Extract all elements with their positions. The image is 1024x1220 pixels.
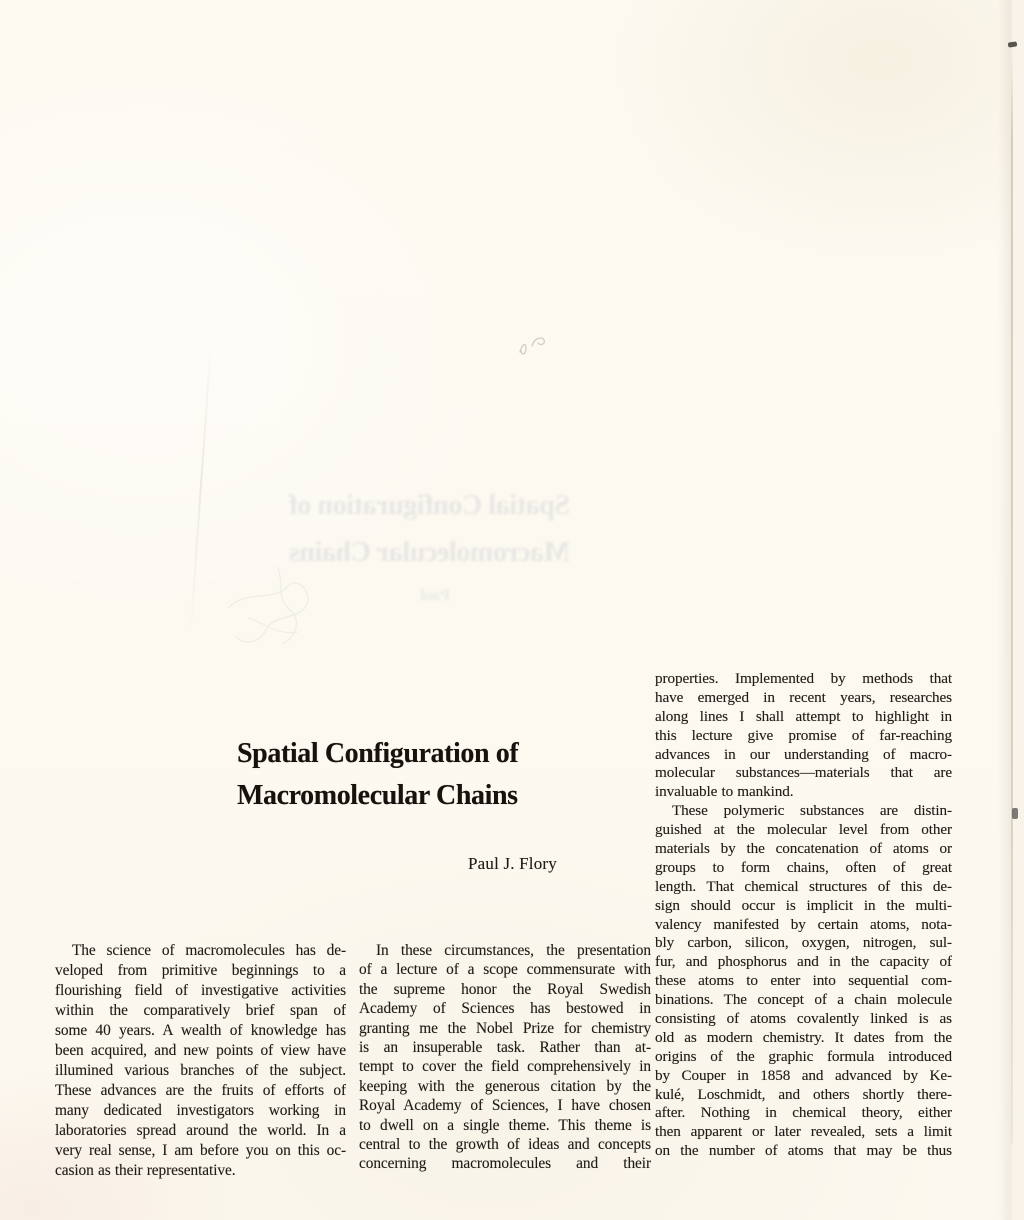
text-line: some 40 years. A wealth of knowledge has [55, 1022, 346, 1039]
text-line: casion as their representative. [55, 1162, 236, 1179]
text-column-right [655, 670, 952, 1161]
text-line: sign should occur is implicit in the multi- [655, 896, 952, 914]
text-line: materials by the concatenation of atoms or [655, 840, 952, 858]
text-line: within the comparatively brief span of [55, 1002, 346, 1019]
paper-crease [190, 335, 212, 634]
text-line: properties. Implemented by methods that [655, 670, 952, 687]
text-line: molecular substances—materials that are [655, 764, 952, 782]
text-column-left [55, 941, 346, 1181]
text-line: Royal Academy of Sciences, I have chosen [359, 1097, 651, 1115]
text-line: Academy of Sciences has bestowed in [359, 1000, 651, 1018]
text-line: along lines I shall attempt to highlight in [655, 707, 952, 725]
text-line: guished at the molecular level from other [655, 821, 952, 839]
text-line: many dedicated investigators working in [55, 1102, 346, 1119]
text-line: illumined various branches of the subject. [55, 1062, 346, 1079]
ghost-author-fragment: Paul [420, 587, 450, 604]
text-line: granting me the Nobel Prize for chemistry [359, 1019, 651, 1037]
text-line: These advances are the fruits of efforts of [55, 1082, 346, 1099]
text-line: length. That chemical structures of this de- [655, 877, 952, 895]
pencil-mark [512, 330, 560, 360]
article-title [237, 733, 559, 817]
text-line: invaluable to mankind. [655, 783, 794, 801]
text-line: flourishing field of investigative activities [55, 982, 346, 999]
text-column-middle [359, 941, 651, 1174]
text-line: groups to form chains, often of great [655, 858, 952, 876]
article-title-line2: Macromolecular Chains [237, 780, 518, 811]
text-line: the supreme honor the Royal Swedish [359, 980, 651, 998]
text-line: very real sense, I am before you on this oc- [55, 1142, 346, 1159]
edge-ink-tick-mid [1012, 808, 1018, 819]
text-line: kulé, Loschmidt, and others shortly there- [655, 1085, 952, 1103]
text-line: bly carbon, silicon, oxygen, nitrogen, sul- [655, 934, 952, 952]
text-line: these atoms to enter into sequential com- [655, 972, 952, 990]
text-line: is an insuperable task. Rather than at- [359, 1038, 651, 1056]
text-line: have emerged in recent years, researches [655, 688, 952, 706]
text-line: valency manifested by certain atoms, nota- [655, 915, 952, 933]
text-line: been acquired, and new points of view have [55, 1042, 346, 1059]
text-line: of a lecture of a scope commensurate with [359, 961, 651, 979]
article-title-line1: Spatial Configuration of [237, 738, 519, 769]
text-line: after. Nothing in chemical theory, either [655, 1104, 952, 1122]
text-line: origins of the graphic formula introduced [655, 1047, 952, 1065]
text-line: on the number of atoms that may be thus [655, 1142, 952, 1160]
text-line: The science of macromolecules has de- [72, 942, 346, 959]
text-line: concerning macromolecules and their [359, 1155, 651, 1173]
text-line: tempt to cover the field comprehensively in [359, 1058, 651, 1076]
text-line: by Couper in 1858 and advanced by Ke- [655, 1066, 952, 1084]
text-line: this lecture give promise of far-reaching [655, 726, 952, 744]
text-line: keeping with the generous citation by the [359, 1077, 651, 1095]
text-line: laboratories spread around the world. In a [55, 1122, 346, 1139]
text-line: advances in our understanding of macro- [655, 745, 952, 763]
author-name: Paul J. Flory [467, 854, 557, 873]
text-line: veloped from primitive beginnings to a [55, 962, 346, 979]
ghost-title-line1: Spatial Configuration of [288, 490, 570, 521]
text-line: In these circumstances, the presentation [376, 942, 651, 959]
text-line: then apparent or later revealed, sets a limit [655, 1123, 952, 1141]
text-line: central to the growth of ideas and concepts [359, 1135, 651, 1153]
text-line: These polymeric substances are distin- [672, 802, 952, 820]
text-line: binations. The concept of a chain molecule [655, 991, 952, 1009]
page-edge-line [1011, 55, 1013, 1145]
text-line: to dwell on a single theme. This theme is [359, 1116, 651, 1134]
show-through-sketch [218, 548, 358, 668]
text-line: fur, and phosphorus and in the capacity of [655, 953, 952, 971]
text-line: consisting of atoms covalently linked is as [655, 1010, 952, 1028]
ghost-title-line2: Macromolecular Chains [289, 537, 570, 568]
text-line: old as modern chemistry. It dates from the [655, 1028, 952, 1046]
